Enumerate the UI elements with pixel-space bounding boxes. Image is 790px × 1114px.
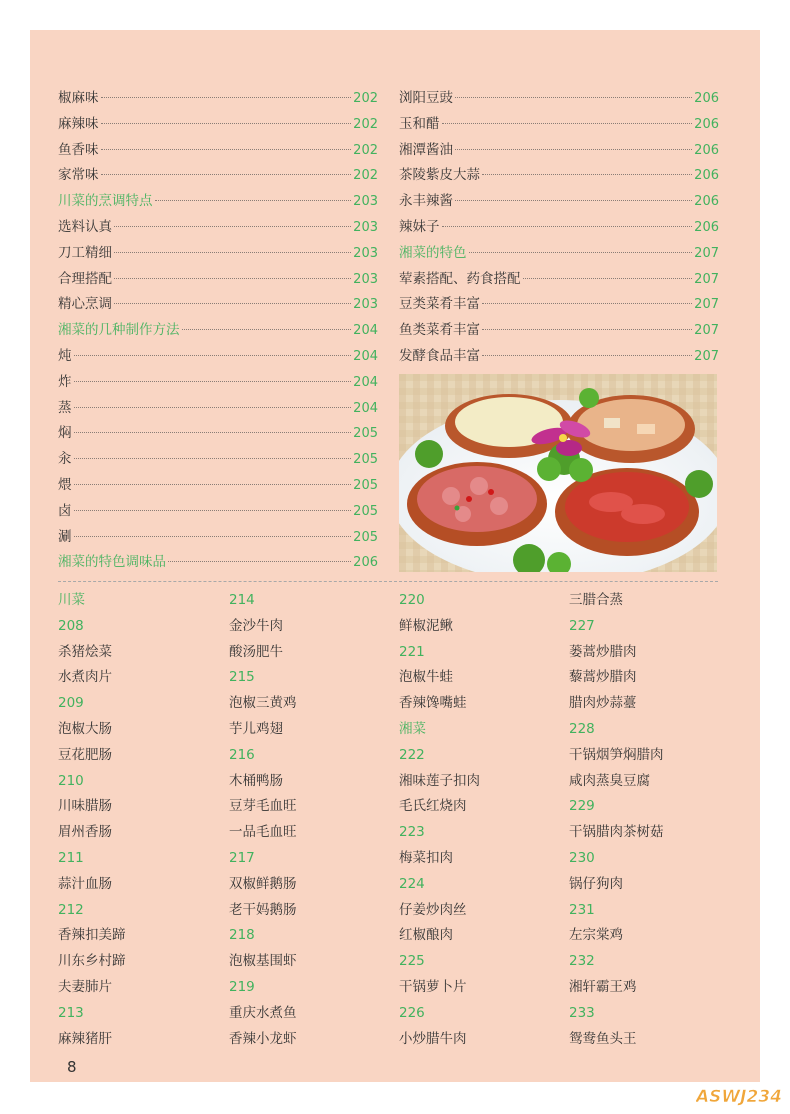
toc-entry — [399, 344, 719, 370]
toc-leader-dots — [101, 123, 352, 124]
toc-entry-title: 汆 — [58, 451, 72, 468]
recipe-name: 酸汤肥牛 — [229, 643, 283, 660]
toc-entry-title: 精心烹调 — [58, 296, 112, 313]
toc-leader-dots — [455, 149, 692, 150]
toc-entry-title: 刀工精细 — [58, 244, 112, 261]
toc-leader-dots — [182, 329, 352, 330]
toc-entry-title: 麻辣味 — [58, 115, 99, 132]
toc-entry-page: 206 — [694, 142, 719, 158]
toc-entry — [399, 189, 719, 215]
recipe-name: 梅菜扣肉 — [399, 849, 453, 866]
recipe-name: 一品毛血旺 — [229, 824, 297, 841]
toc-entry-page: 203 — [353, 245, 378, 261]
toc-entry — [399, 112, 719, 138]
toc-leader-dots — [74, 536, 352, 537]
toc-entry-page: 203 — [353, 271, 378, 287]
recipe-page-number: 220 — [399, 592, 425, 608]
toc-entry-page: 202 — [353, 91, 378, 106]
toc-entry-title: 湘菜的特色调味品 — [58, 554, 166, 571]
recipe-name: 水煮肉片 — [58, 669, 112, 686]
toc-leader-dots — [74, 381, 352, 382]
recipe-name: 咸肉蒸臭豆腐 — [569, 772, 650, 789]
toc-entry-title: 炸 — [58, 373, 72, 390]
recipe-page-number: 223 — [399, 824, 425, 841]
recipe-category-heading: 川菜 — [58, 592, 85, 608]
toc-entry-page: 206 — [694, 168, 719, 184]
recipe-name: 湘轩霸王鸡 — [569, 978, 637, 995]
recipe-page-number: 209 — [58, 695, 84, 712]
recipe-page-number: 215 — [229, 669, 255, 686]
recipe-page-number: 228 — [569, 720, 595, 737]
toc-right-column — [399, 86, 719, 370]
watermark-text: ASWJ234 — [696, 1087, 782, 1106]
recipe-page-number: 232 — [569, 953, 595, 970]
recipe-page-number: 210 — [58, 772, 84, 789]
toc-entry-title: 焖 — [58, 425, 72, 442]
recipe-name: 杀猪烩菜 — [58, 643, 112, 660]
toc-entry — [58, 215, 378, 241]
toc-entry — [58, 447, 378, 473]
toc-entry — [58, 344, 378, 370]
toc-leader-dots — [455, 200, 692, 201]
toc-leader-dots — [523, 278, 693, 279]
recipe-name: 蒜汁血肠 — [58, 875, 112, 892]
toc-entry-title: 荤素搭配、药食搭配 — [399, 270, 521, 287]
toc-entry — [58, 138, 378, 164]
recipe-page-number: 227 — [569, 617, 595, 634]
recipe-name: 香辣馋嘴蛙 — [399, 695, 467, 712]
recipe-page-number: 214 — [229, 592, 255, 608]
toc-section-heading — [58, 550, 378, 576]
toc-leader-dots — [114, 226, 351, 227]
recipe-name: 小炒腊牛肉 — [399, 1030, 467, 1047]
toc-leader-dots — [114, 278, 351, 279]
recipe-page-number: 219 — [229, 978, 255, 995]
recipe-name: 香辣扣美蹄 — [58, 927, 126, 944]
toc-entry-title: 蒸 — [58, 399, 72, 416]
recipe-name: 毛氏红烧肉 — [399, 798, 467, 815]
recipe-name: 仔姜炒肉丝 — [399, 901, 467, 918]
toc-entry-page: 206 — [694, 219, 719, 235]
recipe-name: 鸳鸯鱼头王 — [569, 1030, 637, 1047]
toc-entry-page: 207 — [694, 297, 719, 313]
toc-entry — [399, 138, 719, 164]
toc-entry-title: 家常味 — [58, 167, 99, 184]
recipe-name: 香辣小龙虾 — [229, 1030, 297, 1047]
toc-entry-title: 合理搭配 — [58, 270, 112, 287]
recipe-name: 双椒鲜鹅肠 — [229, 875, 297, 892]
recipe-name: 泡椒大肠 — [58, 720, 112, 737]
recipe-page-number: 226 — [399, 1004, 425, 1021]
recipe-page-number: 212 — [58, 901, 84, 918]
recipe-name: 泡椒牛蛙 — [399, 669, 453, 686]
recipe-name: 藜蒿炒腊肉 — [569, 669, 637, 686]
recipe-column-2 — [229, 588, 394, 1052]
recipe-name: 金沙牛肉 — [229, 617, 283, 634]
toc-entry-title: 浏阳豆豉 — [399, 90, 453, 106]
toc-leader-dots — [168, 561, 351, 562]
toc-leader-dots — [482, 174, 692, 175]
toc-entry — [58, 163, 378, 189]
toc-entry — [399, 267, 719, 293]
toc-entry — [399, 215, 719, 241]
toc-leader-dots — [482, 303, 692, 304]
toc-entry-page: 202 — [353, 168, 378, 184]
recipe-name: 腊肉炒蒜薹 — [569, 695, 637, 712]
toc-entry — [58, 421, 378, 447]
dish-photo — [399, 374, 717, 572]
toc-leader-dots — [482, 355, 692, 356]
toc-entry-page: 206 — [694, 116, 719, 132]
toc-entry-title: 卤 — [58, 502, 72, 519]
toc-entry — [58, 525, 378, 551]
toc-entry-page: 204 — [353, 400, 378, 416]
toc-entry-page: 207 — [694, 323, 719, 339]
recipe-name: 蒌蒿炒腊肉 — [569, 643, 637, 660]
toc-entry — [58, 86, 378, 112]
toc-leader-dots — [482, 329, 692, 330]
toc-entry-page: 207 — [694, 348, 719, 364]
toc-entry-title: 涮 — [58, 528, 72, 545]
toc-entry — [58, 499, 378, 525]
toc-entry — [399, 163, 719, 189]
toc-entry-page: 205 — [353, 529, 378, 545]
recipe-page-number: 213 — [58, 1004, 84, 1021]
recipe-category-heading: 湘菜 — [399, 720, 426, 737]
toc-entry-page: 207 — [694, 271, 719, 287]
toc-section-heading — [399, 241, 719, 267]
toc-entry-title: 鱼类菜肴丰富 — [399, 322, 480, 339]
toc-entry — [58, 370, 378, 396]
recipe-page-number: 233 — [569, 1004, 595, 1021]
toc-entry-title: 湘菜的几种制作方法 — [58, 322, 180, 339]
recipe-page-number: 208 — [58, 617, 84, 634]
toc-entry-title: 湘菜的特色 — [399, 244, 467, 261]
recipe-name: 鲜椒泥鳅 — [399, 617, 453, 634]
toc-leader-dots — [74, 458, 352, 459]
recipe-page-number: 225 — [399, 953, 425, 970]
toc-entry — [58, 396, 378, 422]
recipe-name: 泡椒基围虾 — [229, 953, 297, 970]
toc-entry — [399, 86, 719, 112]
toc-entry-page: 203 — [353, 219, 378, 235]
recipe-name: 泡椒三黄鸡 — [229, 695, 297, 712]
recipe-name: 锅仔狗肉 — [569, 875, 623, 892]
recipe-page-number: 230 — [569, 849, 595, 866]
toc-entry-title: 发酵食品丰富 — [399, 347, 480, 364]
toc-leader-dots — [469, 252, 693, 253]
recipe-page-number: 229 — [569, 798, 595, 815]
recipe-name: 干锅萝卜片 — [399, 978, 467, 995]
recipe-page-number: 221 — [399, 643, 425, 660]
section-divider — [58, 581, 718, 582]
recipe-name: 眉州香肠 — [58, 824, 112, 841]
toc-entry-title: 玉和醋 — [399, 115, 440, 132]
toc-entry-page: 205 — [353, 426, 378, 442]
recipe-page-number: 222 — [399, 746, 425, 763]
recipe-name: 重庆水煮鱼 — [229, 1004, 297, 1021]
toc-entry — [58, 292, 378, 318]
toc-leader-dots — [155, 200, 352, 201]
recipe-page-number: 224 — [399, 875, 425, 892]
toc-entry-title: 选料认真 — [58, 218, 112, 235]
toc-leader-dots — [74, 355, 352, 356]
recipe-name: 左宗棠鸡 — [569, 927, 623, 944]
recipe-name: 干锅腊肉茶树菇 — [569, 824, 664, 841]
page-number: 8 — [67, 1058, 77, 1076]
toc-leader-dots — [74, 510, 352, 511]
recipe-page-number: 211 — [58, 849, 84, 866]
recipe-name: 川味腊肠 — [58, 798, 112, 815]
toc-entry-page: 204 — [353, 323, 378, 339]
recipe-column-3 — [399, 588, 564, 1052]
recipe-name: 豆花肥肠 — [58, 746, 112, 763]
toc-entry-page: 205 — [353, 452, 378, 468]
recipe-page-number: 216 — [229, 746, 255, 763]
recipe-column-4 — [569, 588, 734, 1052]
toc-entry-title: 永丰辣酱 — [399, 193, 453, 210]
toc-entry-title: 煨 — [58, 476, 72, 493]
toc-entry-title: 豆类菜肴丰富 — [399, 296, 480, 313]
toc-leader-dots — [101, 174, 352, 175]
recipe-name: 夫妻肺片 — [58, 978, 112, 995]
toc-leader-dots — [442, 226, 693, 227]
recipe-page-number: 217 — [229, 849, 255, 866]
recipe-name: 麻辣猪肝 — [58, 1030, 112, 1047]
toc-entry-page: 202 — [353, 142, 378, 158]
toc-leader-dots — [114, 252, 351, 253]
toc-entry-page: 204 — [353, 348, 378, 364]
watermark-logo — [696, 1086, 782, 1106]
recipe-name: 干锅烟笋焖腊肉 — [569, 746, 664, 763]
recipe-column-1 — [58, 588, 223, 1052]
toc-entry-page: 206 — [694, 91, 719, 106]
toc-entry-title: 椒麻味 — [58, 90, 99, 106]
toc-entry — [399, 292, 719, 318]
toc-leader-dots — [114, 303, 351, 304]
toc-section-heading — [58, 189, 378, 215]
toc-entry-page: 206 — [353, 555, 378, 571]
toc-entry-page: 204 — [353, 374, 378, 390]
toc-section-heading — [58, 318, 378, 344]
toc-leader-dots — [455, 97, 692, 98]
recipe-name: 豆芽毛血旺 — [229, 798, 297, 815]
toc-leader-dots — [74, 484, 352, 485]
toc-entry-title: 湘潭酱油 — [399, 141, 453, 158]
recipe-name: 芋儿鸡翅 — [229, 720, 283, 737]
toc-entry — [58, 241, 378, 267]
toc-entry-page: 205 — [353, 477, 378, 493]
toc-entry-title: 炖 — [58, 347, 72, 364]
toc-entry-title: 茶陵紫皮大蒜 — [399, 167, 480, 184]
toc-entry-page: 203 — [353, 194, 378, 210]
toc-entry-title: 辣妹子 — [399, 218, 440, 235]
toc-entry — [399, 318, 719, 344]
toc-entry-title: 鱼香味 — [58, 141, 99, 158]
recipe-name: 三腊合蒸 — [569, 592, 623, 608]
toc-entry-page: 207 — [694, 245, 719, 261]
recipe-name: 川东乡村蹄 — [58, 953, 126, 970]
toc-entry-page: 203 — [353, 297, 378, 313]
recipe-name: 湘味莲子扣肉 — [399, 772, 480, 789]
toc-entry — [58, 267, 378, 293]
toc-leader-dots — [74, 407, 352, 408]
toc-entry-title: 川菜的烹调特点 — [58, 193, 153, 210]
toc-entry-page: 206 — [694, 194, 719, 210]
toc-leader-dots — [442, 123, 693, 124]
toc-left-column — [58, 86, 378, 576]
recipe-page-number: 231 — [569, 901, 595, 918]
toc-entry-page: 202 — [353, 116, 378, 132]
toc-leader-dots — [74, 432, 352, 433]
recipe-name: 木桶鸭肠 — [229, 772, 283, 789]
recipe-page-number: 218 — [229, 927, 255, 944]
recipe-name: 老干妈鹅肠 — [229, 901, 297, 918]
toc-entry — [58, 473, 378, 499]
recipe-name: 红椒酿肉 — [399, 927, 453, 944]
toc-entry-page: 205 — [353, 503, 378, 519]
toc-leader-dots — [101, 149, 352, 150]
toc-leader-dots — [101, 97, 352, 98]
toc-entry — [58, 112, 378, 138]
